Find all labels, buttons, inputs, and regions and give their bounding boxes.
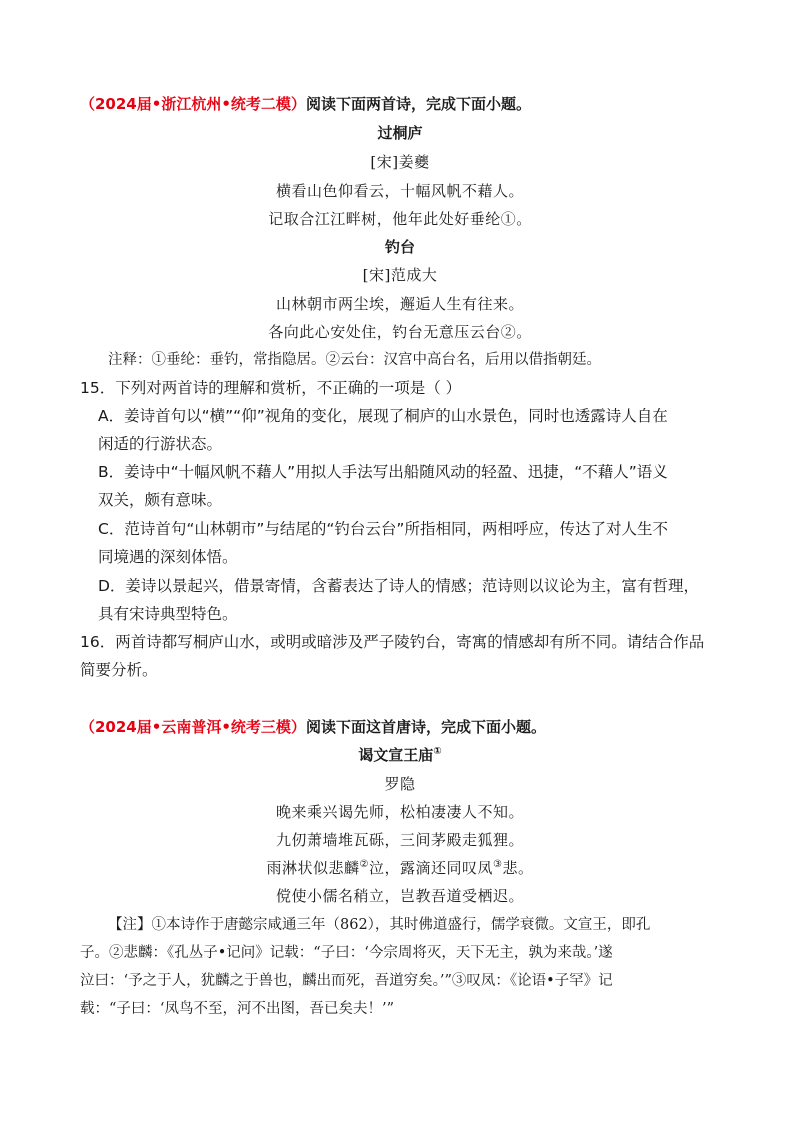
- section2-header: [80, 716, 546, 738]
- q16-line2: 简要分析。: [80, 661, 158, 679]
- section1-instruction: 阅读下面两首诗，完成下面小题。: [305, 95, 531, 113]
- q15-option-a-line2: 闲适的行游状态。: [98, 435, 223, 453]
- poem2-title: 钓台: [384, 238, 415, 256]
- q15-option-a-line1: A．姜诗首句以“横”“仰”视角的变化，展现了桐庐的山水景色，同时也透露诗人自在: [98, 407, 668, 425]
- poem3-title-footnote: ①: [433, 746, 442, 757]
- section1-note: 注释：①垂纶：垂钓，常指隐居。②云台：汉宫中高台名，后用以借指朝廷。: [108, 352, 601, 368]
- q15-stem: 15．下列对两首诗的理解和赏析，不正确的一项是（ ）: [80, 379, 462, 397]
- poem3-author: 罗隐: [384, 775, 416, 793]
- q16-line1: 16．两首诗都写桐庐山水，或明或暗涉及严子陵钓台，寄寓的情感却有所不同。请结合作品: [80, 633, 705, 651]
- section2-note-line2: 子。②悲麟：《孔丛子•记问》记载：“子曰：‘今宗周将灭，天下无主，孰为来哉。’遂: [80, 945, 613, 961]
- section2-note-line4: 载：“子曰：‘凤鸟不至，河不出图，吾已矣夫！’”: [80, 1001, 395, 1017]
- poem3-line-3: [0, 857, 800, 879]
- poem1-line-1: 横看山色仰看云，十幅风帆不藉人。: [275, 182, 524, 200]
- poem3-line-3-part3: 悲。: [502, 859, 534, 877]
- q15-option-b-line2: 双关，颇有意味。: [98, 491, 223, 509]
- poem3-footnote-2: ②: [359, 859, 369, 870]
- poem2-author: [宋]范成大: [362, 266, 438, 284]
- section2-instruction: 阅读下面这首唐诗，完成下面小题。: [305, 718, 546, 736]
- q15-option-b-line1: B．姜诗中“十幅风帆不藉人”用拟人手法写出船随风动的轻盈、迅捷，“不藉人”语义: [98, 463, 668, 481]
- poem3-line-4: 傥使小儒名稍立，岂教吾道受栖迟。: [275, 887, 524, 905]
- section2-note-line3: 泣曰：‘予之于人，犹麟之于兽也，麟出而死，吾道穷矣。’”③叹凤：《论语•子罕》记: [80, 973, 613, 989]
- poem3-line-3-part2: 泣，露滴还同叹凤: [368, 859, 493, 877]
- q15-option-d-line1: D．姜诗以景起兴，借景寄情，含蓄表达了诗人的情感；范诗则以议论为主，富有哲理，: [98, 577, 699, 595]
- poem1-line-2: 记取合江江畔树，他年此处好垂纶①。: [268, 210, 532, 228]
- poem3-line-2: 九仞萧墙堆瓦砾，三间茅殿走狐狸。: [275, 831, 524, 849]
- section1-source: （2024届•浙江杭州•统考二模）: [80, 95, 306, 113]
- poem3-line-3-part1: 雨淋状似悲麟: [266, 859, 360, 877]
- poem3-footnote-3: ③: [493, 859, 503, 870]
- section2-source: （2024届•云南普洱•统考三模）: [80, 718, 306, 736]
- poem3-line-1: 晚来乘兴谒先师，松柏凄凄人不知。: [275, 803, 524, 821]
- poem2-line-1: 山林朝市两尘埃，邂逅人生有往来。: [275, 295, 524, 313]
- section1-header: [80, 93, 531, 115]
- q15-option-c-line2: 同境遇的深刻体悟。: [98, 548, 238, 566]
- poem2-line-2: 各向此心安处住，钓台无意压云台②。: [268, 323, 532, 341]
- q15-option-d-line2: 具有宋诗典型特色。: [98, 605, 238, 623]
- poem1-title: 过桐庐: [377, 124, 423, 142]
- section2-note-line1: 【注】①本诗作于唐懿宗咸通三年（862），其时佛道盛行，儒学衰微。文宣王，即孔: [108, 917, 651, 933]
- poem3-title: [0, 744, 800, 766]
- q15-option-c-line1: C．范诗首句“山林朝市”与结尾的“钓台云台”所指相同，两相呼应，传达了对人生不: [98, 520, 668, 538]
- poem3-title-text: 谒文宣王庙: [358, 746, 434, 764]
- poem1-author: [宋]姜夔: [370, 153, 430, 171]
